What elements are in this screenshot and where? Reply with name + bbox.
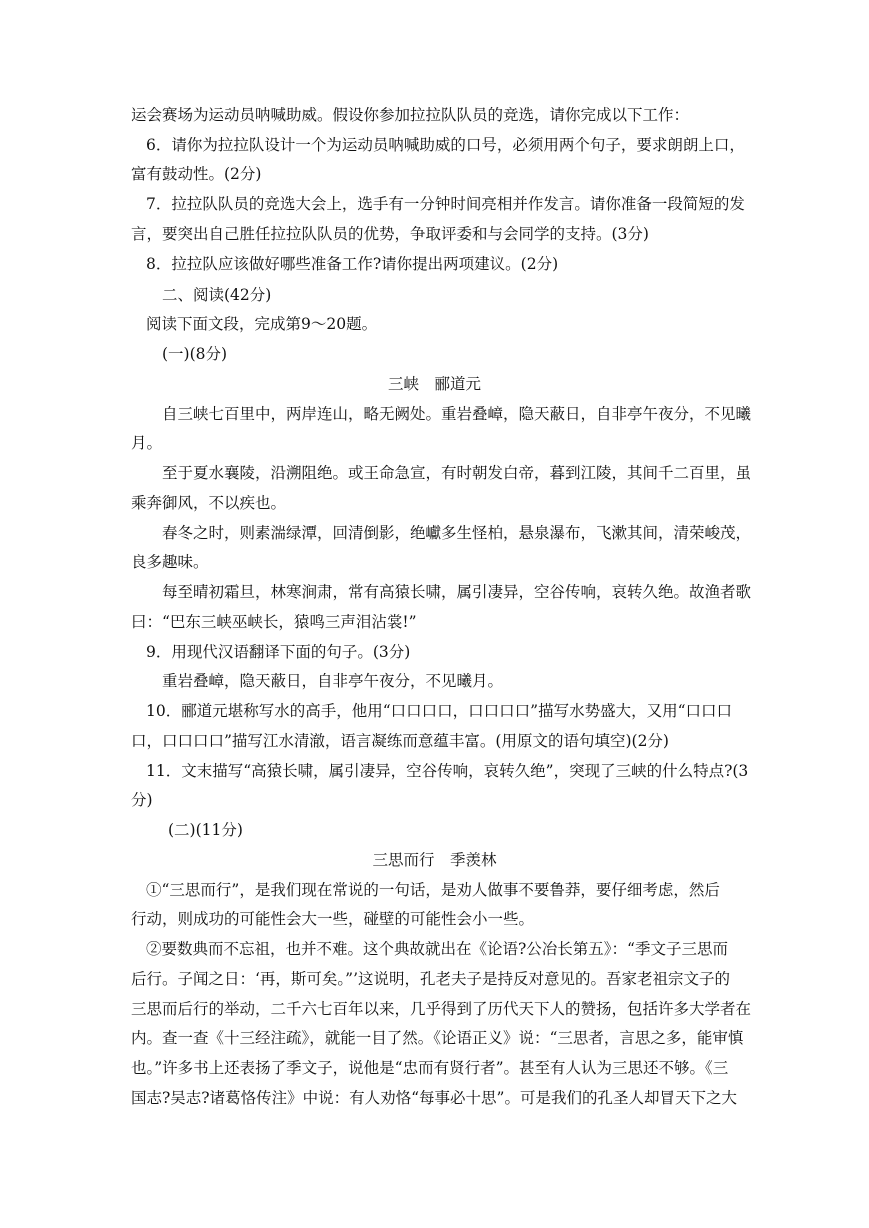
passage-2-title: 三思而行 季羡林 xyxy=(372,851,497,869)
question-10-line-1: 10．郦道元堪称写水的高手，他用“口口口口，口口口口”描写水势盛大，又用“口口口 xyxy=(146,702,732,720)
question-9: 9．用现代汉语翻译下面的句子。(3分) xyxy=(146,643,411,661)
passage-1-para-1-line-1: 自三峡七百里中，两岸连山，略无阙处。重岩叠嶂，隐天蔽日，自非亭午夜分，不见曦 xyxy=(162,405,752,423)
passage-2-para-2-line-6: 国志?吴志?诸葛恪传注》中说：有人劝恪“每事必十思”。可是我们的孔圣人却冒天下之大 xyxy=(131,1089,737,1107)
passage-2-para-2-line-2: 后行。子闻之日：‘再，斯可矣。”’这说明，孔老夫子是持反对意见的。吾家老祖宗文子的 xyxy=(131,970,731,988)
passage-1-title: 三峡 郦道元 xyxy=(387,375,481,393)
passage-1-para-3-line-2: 良多趣味。 xyxy=(131,553,209,571)
passage-2-para-2-line-4: 内。查一查《十三经注疏》，就能一目了然。《论语正义》说：“三思者，言思之多，能审慎 xyxy=(131,1029,744,1047)
part-2-heading: (二)(11分) xyxy=(168,821,243,839)
question-7-line-2: 言，要突出自己胜任拉拉队队员的优势，争取评委和与会同学的支持。(3分) xyxy=(131,225,649,243)
part-1-heading: (一)(8分) xyxy=(162,345,228,363)
question-10-line-2: 口，口口口口”描写江水清澈，语言凝练而意蕴丰富。(用原文的语句填空)(2分) xyxy=(131,732,669,750)
passage-2-para-2-line-5: 也。”许多书上还表扬了季文子，说他是“忠而有贤行者”。甚至有人认为三思还不够。《三 xyxy=(131,1059,729,1077)
passage-2-para-1-line-2: 行动，则成功的可能性会大一些，碰壁的可能性会小一些。 xyxy=(131,910,535,928)
question-9-sentence: 重岩叠嶂，隐天蔽日，自非亭午夜分，不见曦月。 xyxy=(162,672,504,690)
passage-1-para-2-line-1: 至于夏水襄陵，沿溯阻绝。或王命急宣，有时朝发白帝，暮到江陵，其间千二百里，虽 xyxy=(162,464,752,482)
passage-1-para-1-line-2: 月。 xyxy=(131,434,163,452)
question-11-line-2: 分) xyxy=(131,791,153,809)
section-heading-reading: 二、阅读(42分) xyxy=(162,286,272,304)
reading-instruction: 阅读下面文段，完成第9～20题。 xyxy=(146,315,378,333)
passage-2-para-1-line-1: ①“三思而行”，是我们现在常说的一句话，是劝人做事不要鲁莽，要仔细考虑，然后 xyxy=(146,881,720,899)
question-11-line-1: 11．文末描写“高猿长啸，属引凄异，空谷传响，哀转久绝”，突现了三峡的什么特点?(3 xyxy=(146,762,749,780)
passage-2-para-2-line-3: 三思而后行的举动，二千六七百年以来，几乎得到了历代天下人的赞扬，包括许多大学者在 xyxy=(131,1000,752,1018)
question-6-line-2: 富有鼓动性。(2分) xyxy=(131,165,262,183)
passage-1-para-3-line-1: 春冬之时，则素湍绿潭，回清倒影，绝巘多生怪柏，悬泉瀑布，飞漱其间，清荣峻茂， xyxy=(162,524,752,542)
question-8: 8．拉拉队应该做好哪些准备工作?请你提出两项建议。(2分) xyxy=(146,255,559,273)
text-line-1: 运会赛场为运动员呐喊助威。假设你参加拉拉队队员的竞选，请你完成以下工作： xyxy=(131,106,690,124)
passage-1-para-2-line-2: 乘奔御风，不以疾也。 xyxy=(131,494,287,512)
question-7-line-1: 7．拉拉队队员的竞选大会上，选手有一分钟时间亮相并作发言。请你准备一段简短的发 xyxy=(146,195,745,213)
passage-1-para-4-line-2: 曰：“巴东三峡巫峡长，猿鸣三声泪沾裳!” xyxy=(131,613,417,631)
passage-1-para-4-line-1: 每至晴初霜旦，林寒涧肃，常有高猿长啸，属引凄异，空谷传响，哀转久绝。故渔者歌 xyxy=(162,583,752,601)
passage-2-para-2-line-1: ②要数典而不忘祖，也并不难。这个典故就出在《论语?公冶长第五》：“季文子三思而 xyxy=(146,940,728,958)
question-6-line-1: 6．请你为拉拉队设计一个为运动员呐喊助威的口号，必须用两个句子，要求朗朗上口， xyxy=(146,136,745,154)
